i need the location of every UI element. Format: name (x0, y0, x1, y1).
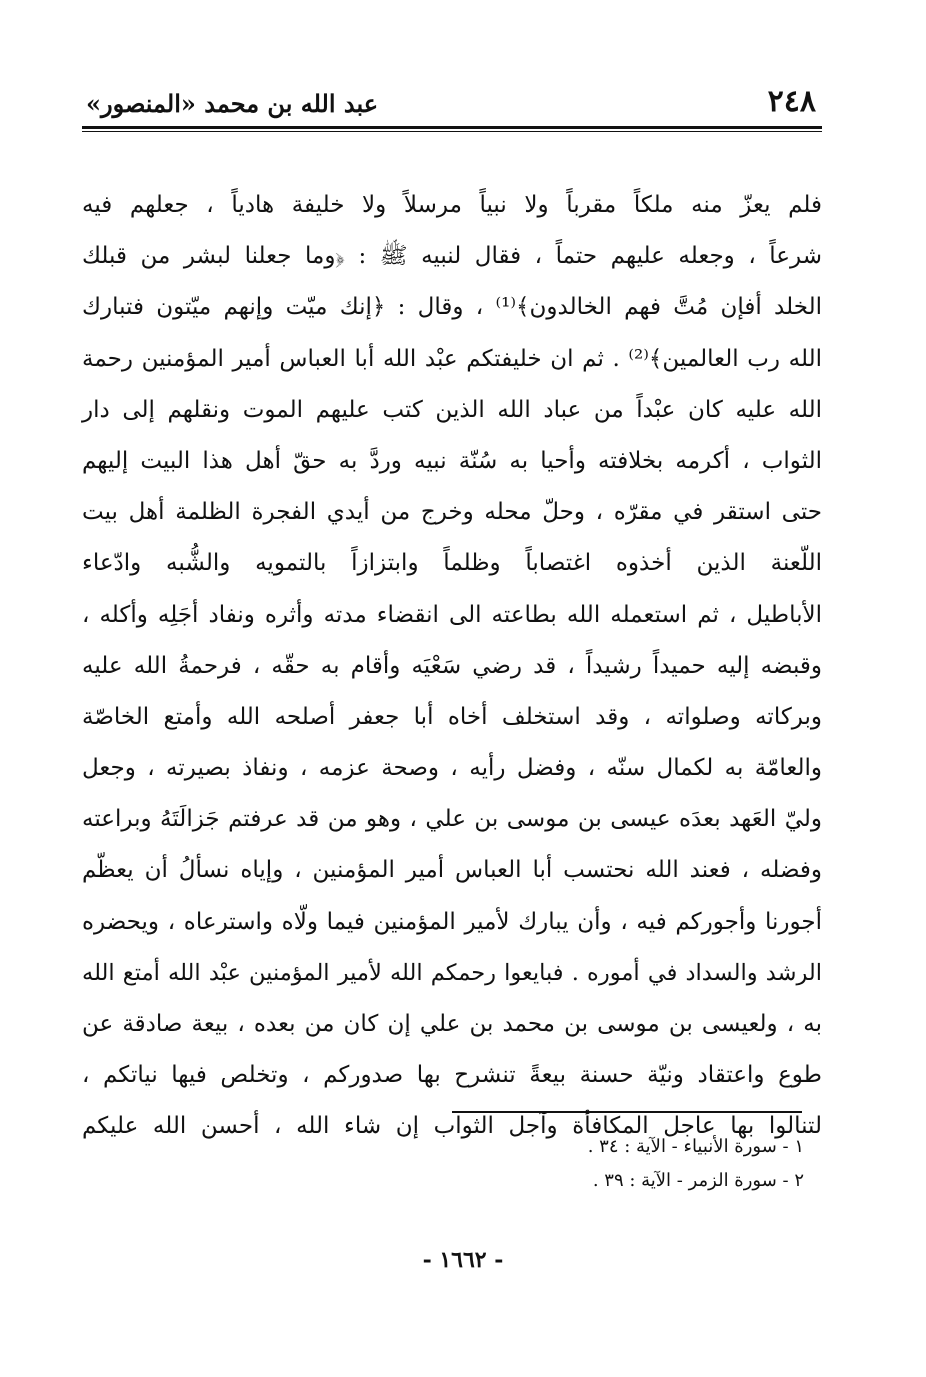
page-number: ٢٤٨ (767, 84, 816, 119)
text-line: الخلد أفإن مُتَّ فهم الخالدون﴾⁽¹⁾ ، وقال : ﴿إنك ميّت وإنهم ميّتون فتبارك (82, 294, 822, 321)
text-line: والعامّة به لكمال سنّه ، وفضل رأيه ، وصحة عزمه ، ونفاذ بصيرته ، وجعل (82, 755, 822, 782)
running-head: عبد الله بن محمد «المنصور» (86, 89, 379, 118)
text-line: اللّعنة الذين أخذوه اغتصاباً وظلماً وابتزازاً بالتمويه والشُّبه وادّعاء (82, 550, 822, 577)
text-line: أجورنا وأجوركم فيه ، وأن يبارك لأمير المؤمنين فيما ولّاه واسترعاه ، ويحضره (82, 908, 822, 935)
text-line: حتى استقر في مقرّه ، وحلّ محله وخرج من أيدي الفجرة الظلمة أهل بيت (82, 499, 822, 526)
text-line: الله رب العالمين﴾⁽²⁾ . ثم ان خليفتكم عبْد الله أبا العباس أمير المؤمنين رحمة (82, 345, 822, 372)
text-line: لتنالوا بها عاجل المكافأة وآجل الثواب إن شاء الله ، أحسن الله عليكم (82, 1113, 822, 1140)
text-line: الرشد والسداد في أموره . فبايعوا رحمكم الله لأمير المؤمنين عبْد الله أمتع الله (82, 959, 822, 986)
header-rule-thin (82, 131, 822, 132)
text-line: شرعاً ، وجعله عليهم حتماً ، فقال لنبيه ﷺ : ﴿وما جعلنا لبشر من قبلك (82, 243, 822, 270)
text-line: وفضله ، فعند الله نحتسب أبا العباس أمير المؤمنين ، وإياه نسألُ أن يعظّم (82, 857, 822, 884)
body-text (82, 183, 822, 1156)
footnote-separator (452, 1111, 802, 1113)
text-line: طوع واعتقاد ونيّة حسنة بيعةً تنشرح بها صدوركم ، وتخلص فيها نياتكم ، (82, 1062, 822, 1089)
text-line: وليّ العَهد بعدَه عيسى بن موسى بن علي ، وهو من قد عرفتم جَزالَتَهُ وبراعته (82, 806, 822, 833)
header-rule (82, 126, 822, 129)
text-line: فلم يعزّ منه ملكاً مقرباً ولا نبياً مرسلاً ولا خليفة هادياً ، جعلهم فيه (82, 192, 822, 218)
footnote: ٢ - سورة الزمر - الآية : ٣٩ . (592, 1170, 804, 1191)
footnote: ١ - سورة الأنبياء - الآية : ٣٤ . (587, 1136, 804, 1157)
footnotes (82, 1130, 804, 1198)
text-line: وبركاته وصلواته ، وقد استخلف أخاه أبا جعفر أصلحه الله وأمتع الخاصّة (82, 703, 822, 730)
text-line: وقبضه إليه حميداً رشيداً ، قد رضي سَعْيَه وأقام به حقّه ، فرحمةُ الله عليه (82, 652, 822, 679)
text-line: الله عليه كان عبْداً من عباد الله الذين كتب عليهم الموت ونقلهم إلى دار (82, 396, 822, 423)
folio-number: - ١٦٦٢ - (422, 1247, 504, 1273)
page-header (82, 84, 822, 124)
text-line: به ، ولعيسى بن موسى بن محمد بن علي إن كان من بعده ، بيعة صادقة عن (82, 1011, 822, 1037)
text-line: الثواب ، أكرمه بخلافته وأحيا به سُنّة نبيه وردَّ به حقّ أهل هذا البيت إليهم (82, 447, 822, 474)
text-line: الأباطيل ، ثم استعمله الله بطاعته الى انقضاء مدته وأثره ونفاد أجَلِه وأكله ، (82, 601, 822, 628)
